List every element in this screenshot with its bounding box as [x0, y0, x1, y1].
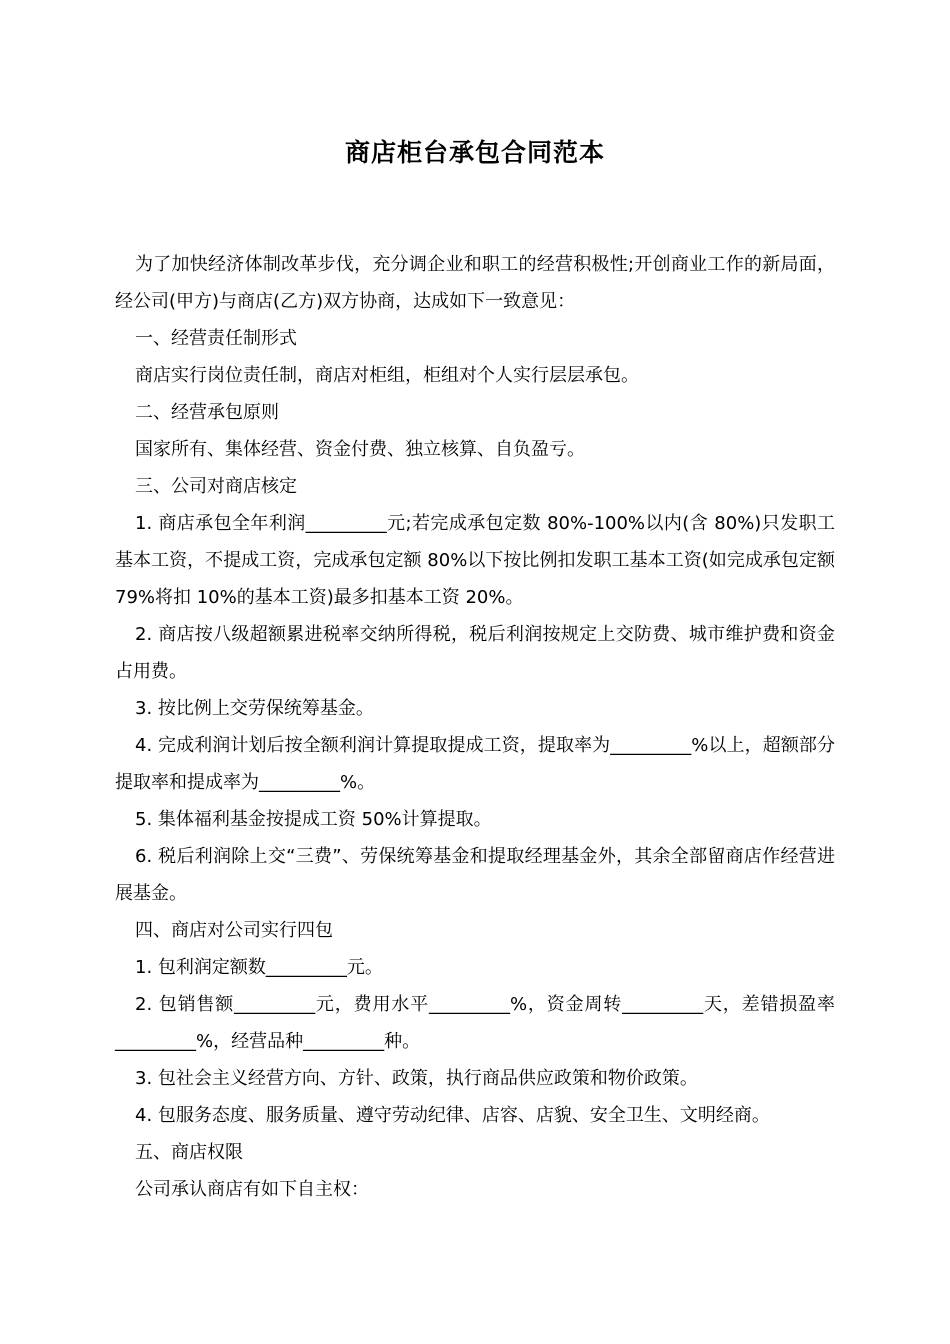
section-heading-1: 一、经营责任制形式 [135, 328, 297, 349]
section-heading-3: 三、公司对商店核定 [135, 476, 297, 497]
body-paragraph: 公司承认商店有如下自主权： [135, 1179, 369, 1200]
body-paragraph: 国家所有、集体经营、资金付费、独立核算、自负盈亏。 [135, 439, 585, 460]
document-title: 商店柜台承包合同范本 [344, 138, 605, 167]
clause-paragraph: 4. 包服务态度、服务质量、遵守劳动纪律、店容、店貌、安全卫生、文明经商。 [135, 1105, 770, 1126]
intro-paragraph: 为了加快经济体制改革步伐，充分调企业和职工的经营积极性;开创商业工作的新局面，经公司(甲方)与商店(乙方)双方协商，达成如下一致意见： [115, 254, 835, 312]
clause-paragraph: 1. 商店承包全年利润_________元;若完成承包定数 80%-100%以内(含 80%)只发职工基本工资，不提成工资，完成承包定额 80%以下按比例扣发职工基本工资(如完成承包定额 79%将扣 10%的基本工资)最多扣基本工资 20%。 [115, 513, 835, 608]
clause-paragraph: 2. 商店按八级超额累进税率交纳所得税，税后利润按规定上交防费、城市维护费和资金占用费。 [115, 624, 835, 682]
clause-paragraph: 3. 按比例上交劳保统筹基金。 [135, 698, 374, 719]
section-heading-2: 二、经营承包原则 [135, 402, 279, 423]
clause-paragraph: 3. 包社会主义经营方向、方针、政策，执行商品供应政策和物价政策。 [135, 1068, 698, 1089]
clause-paragraph: 2. 包销售额_________元，费用水平_________%，资金周转_________天，差错损盈率_________%，经营品种_________种。 [115, 994, 835, 1052]
document-body [115, 246, 835, 1208]
clause-paragraph: 6. 税后利润除上交“三费”、劳保统筹基金和提取经理基金外，其余全部留商店作经营进展基金。 [115, 846, 835, 904]
section-heading-5: 五、商店权限 [135, 1142, 243, 1163]
clause-paragraph: 1. 包利润定额数_________元。 [135, 957, 383, 978]
section-heading-4: 四、商店对公司实行四包 [135, 920, 333, 941]
body-paragraph: 商店实行岗位责任制，商店对柜组，柜组对个人实行层层承包。 [135, 365, 639, 386]
clause-paragraph: 4. 完成利润计划后按全额利润计算提取提成工资，提取率为_________%以上，超额部分提取率和提成率为_________%。 [115, 735, 835, 793]
clause-paragraph: 5. 集体福利基金按提成工资 50%计算提取。 [135, 809, 492, 830]
